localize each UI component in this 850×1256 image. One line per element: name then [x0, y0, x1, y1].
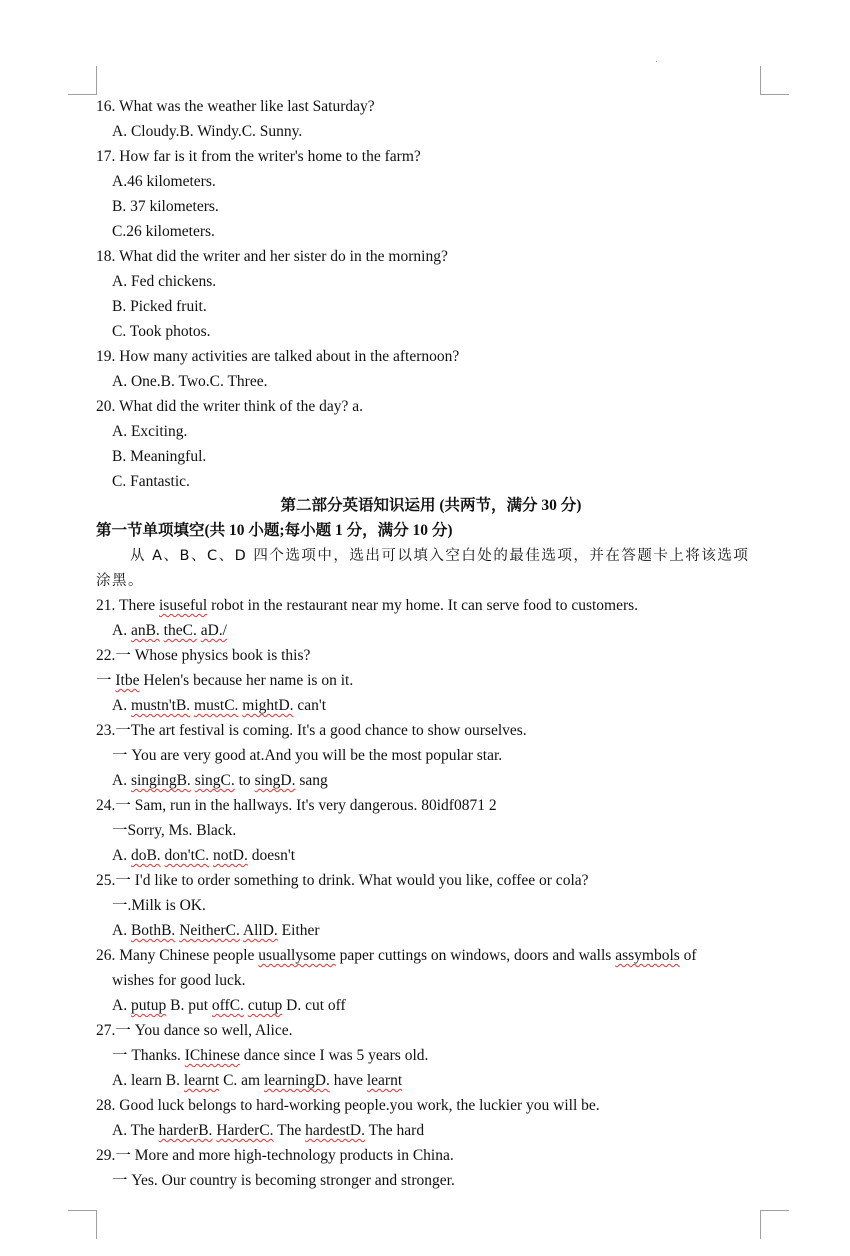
text-line: 20. What did the writer think of the day? a.	[96, 398, 364, 415]
text-line: 第二部分英语知识运用 (共两节，满分 30 分)	[280, 497, 582, 514]
text-line: 一.Milk is OK.	[112, 897, 206, 914]
text-line: 22.一 Whose physics book is this?	[96, 647, 311, 664]
text-line: A. mustn'tB. mustC. mightD. can't	[112, 697, 327, 714]
text-line: A. Exciting.	[112, 423, 188, 440]
text-line: C. Fantastic.	[112, 473, 190, 490]
text-line: A.46 kilometers.	[112, 173, 216, 190]
text-line: B. Meaningful.	[112, 448, 207, 465]
text-line: A. doB. don'tC. notD. doesn't	[112, 847, 295, 864]
text-line: 从 A、B、C、D 四个选项中，选出可以填入空白处的最佳选项，并在答题卡上将该选项	[130, 548, 750, 564]
text-line: 27.一 You dance so well, Alice.	[96, 1022, 293, 1039]
text-line: A. learn B. learnt C. am learningD. have learnt	[112, 1072, 403, 1089]
text-line: C.26 kilometers.	[112, 223, 215, 240]
corner-mark-top-left	[68, 66, 97, 95]
text-line: 19. How many activities are talked about in the afternoon?	[96, 348, 460, 365]
text-line: A. One.B. Two.C. Three.	[112, 373, 268, 390]
corner-mark-top-right	[760, 66, 789, 95]
text-line: 16. What was the weather like last Saturday?	[96, 98, 375, 115]
text-line: A. putup B. put offC. cutup D. cut off	[112, 997, 346, 1014]
text-line: A. Cloudy.B. Windy.C. Sunny.	[112, 123, 303, 140]
corner-mark-bottom-left	[68, 1210, 97, 1239]
text-line: 一 Yes. Our country is becoming stronger and stronger.	[112, 1172, 455, 1189]
text-line: 26. Many Chinese people usuallysome paper cuttings on windows, doors and walls assymbols of	[96, 947, 697, 964]
text-line: C. Took photos.	[112, 323, 211, 340]
text-line: wishes for good luck.	[112, 972, 246, 989]
text-line: 一Sorry, Ms. Black.	[112, 822, 237, 839]
speck	[656, 61, 657, 62]
text-line: B. 37 kilometers.	[112, 198, 219, 215]
text-line: A. singingB. singC. to singD. sang	[112, 772, 328, 789]
text-line: 29.一 More and more high-technology products in China.	[96, 1147, 454, 1164]
text-line: A. The harderB. HarderC. The hardestD. The hard	[112, 1122, 425, 1139]
text-line: 24.一 Sam, run in the hallways. It's very dangerous. 80idf0871 2	[96, 797, 497, 814]
text-line: 一 Itbe Helen's because her name is on it.	[96, 672, 354, 689]
text-line: 17. How far is it from the writer's home to the farm?	[96, 148, 421, 165]
text-line: 23.一The art festival is coming. It's a good chance to show ourselves.	[96, 722, 527, 739]
text-line: 一 Thanks. IChinese dance since I was 5 years old.	[112, 1047, 429, 1064]
corner-mark-bottom-right	[760, 1210, 789, 1239]
text-line: 21. There isuseful robot in the restaurant near my home. It can serve food to customers.	[96, 597, 639, 614]
text-line: B. Picked fruit.	[112, 298, 207, 315]
text-line: 25.一 I'd like to order something to drink. What would you like, coffee or cola?	[96, 872, 589, 889]
text-line: A. BothB. NeitherC. AllD. Either	[112, 922, 320, 939]
text-line: 一 You are very good at.And you will be the most popular star.	[112, 747, 503, 764]
text-line: A. Fed chickens.	[112, 273, 217, 290]
text-line: A. anB. theC. aD./	[112, 622, 227, 639]
text-line: 第一节单项填空(共 10 小题;每小题 1 分，满分 10 分)	[96, 522, 453, 539]
text-line: 18. What did the writer and her sister do in the morning?	[96, 248, 448, 265]
text-line: 涂黑。	[96, 573, 144, 589]
text-line: 28. Good luck belongs to hard-working people.you work, the luckier you will be.	[96, 1097, 600, 1114]
